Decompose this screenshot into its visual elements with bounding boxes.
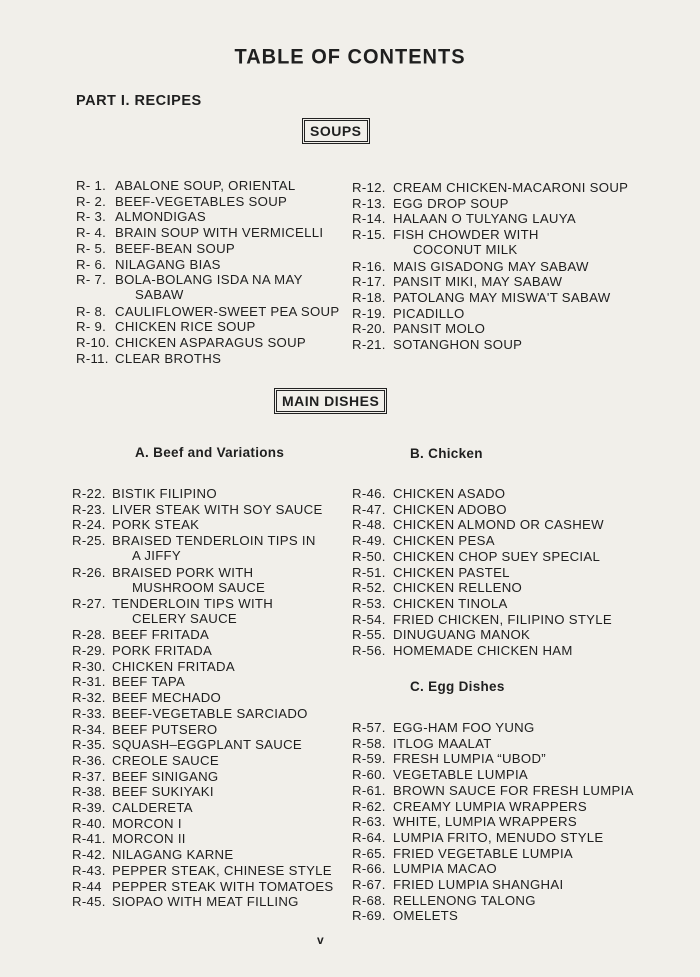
recipe-title: HALAAN O TULYANG LAUYA bbox=[393, 211, 576, 227]
recipe-entry bbox=[352, 767, 652, 783]
recipe-title: PORK FRITADA bbox=[112, 643, 213, 658]
recipe-title: BEEF SUKIYAKI bbox=[112, 784, 214, 800]
recipe-number: R-17. bbox=[352, 274, 386, 290]
recipe-entry bbox=[76, 351, 376, 367]
chicken-subheading: B. Chicken bbox=[410, 446, 483, 461]
recipe-title: HOMEMADE CHICKEN HAM bbox=[393, 643, 573, 658]
recipe-title: PANSIT MIKI, MAY SABAW bbox=[393, 274, 563, 290]
recipe-entry bbox=[352, 517, 652, 533]
recipe-number: R-53. bbox=[352, 595, 386, 611]
recipe-title: DINUGUANG MANOK bbox=[393, 627, 531, 643]
recipe-title: SIOPAO WITH MEAT FILLING bbox=[112, 894, 299, 910]
recipe-title: BEEF FRITADA bbox=[112, 627, 210, 643]
recipe-entry bbox=[72, 894, 372, 910]
recipe-title: CHICKEN PASTEL bbox=[393, 564, 510, 580]
recipe-title: BEEF PUTSERO bbox=[112, 721, 218, 737]
recipe-entry bbox=[352, 861, 652, 877]
recipe-title: CHICKEN FRITADA bbox=[112, 658, 235, 674]
recipe-title: CREOLE SAUCE bbox=[112, 752, 219, 768]
recipe-entry bbox=[352, 306, 652, 322]
recipe-title: MORCON II bbox=[112, 831, 186, 847]
recipe-title: MORCON I bbox=[112, 815, 182, 831]
recipe-number: R-44 bbox=[72, 878, 102, 894]
recipe-title: CLEAR BROTHS bbox=[115, 350, 222, 366]
recipe-title: CREAMY LUMPIA WRAPPERS bbox=[393, 798, 587, 814]
recipe-entry bbox=[76, 304, 376, 320]
recipe-entry bbox=[352, 720, 652, 736]
recipe-title: LUMPIA FRITO, MENUDO STYLE bbox=[393, 829, 604, 845]
beef-subheading: A. Beef and Variations bbox=[135, 445, 285, 460]
recipe-entry bbox=[352, 612, 652, 628]
recipe-title: CHICKEN RELLENO bbox=[393, 580, 523, 596]
recipe-entry bbox=[352, 846, 652, 862]
recipe-entry bbox=[72, 816, 372, 832]
recipe-entry bbox=[352, 736, 652, 752]
recipe-number: R-66. bbox=[352, 861, 386, 877]
recipe-title: CHICKEN TINOLA bbox=[393, 595, 508, 611]
recipe-entry bbox=[72, 863, 372, 879]
main-dishes-heading-box bbox=[274, 388, 387, 414]
recipe-title: ABALONE SOUP, ORIENTAL bbox=[115, 178, 296, 193]
recipe-number: R-10. bbox=[76, 335, 110, 350]
recipe-number: R-58. bbox=[352, 735, 386, 751]
main-dishes-heading: MAIN DISHES bbox=[276, 390, 385, 412]
recipe-entry bbox=[352, 643, 652, 659]
recipe-number: R-28. bbox=[72, 627, 106, 643]
recipe-entry bbox=[72, 533, 372, 564]
recipe-title: BOLA-BOLANG ISDA NA MAY bbox=[115, 272, 303, 288]
recipe-entry bbox=[76, 335, 376, 351]
recipe-title: CAULIFLOWER-SWEET PEA SOUP bbox=[115, 303, 340, 319]
recipe-number: R-50. bbox=[352, 548, 386, 564]
recipe-title: CHICKEN PESA bbox=[393, 533, 495, 549]
recipe-entry bbox=[76, 178, 376, 194]
recipe-entry bbox=[352, 290, 652, 306]
recipe-title: PEPPER STEAK WITH TOMATOES bbox=[112, 878, 334, 894]
recipe-title: BEEF SINIGANG bbox=[112, 768, 219, 784]
recipe-title: NILAGANG BIAS bbox=[115, 256, 221, 272]
recipe-title: CHICKEN ASADO bbox=[393, 486, 506, 501]
recipe-entry bbox=[72, 674, 372, 690]
recipe-entry bbox=[352, 799, 652, 815]
recipe-entry bbox=[352, 227, 652, 258]
recipe-number: R-48. bbox=[352, 517, 386, 533]
recipe-title: PATOLANG MAY MISWA'T SABAW bbox=[393, 289, 611, 305]
recipe-entry bbox=[352, 893, 652, 909]
recipe-number: R-54. bbox=[352, 611, 386, 627]
recipe-title: TENDERLOIN TIPS WITH bbox=[112, 595, 274, 611]
recipe-title: EGG DROP SOUP bbox=[393, 195, 509, 211]
recipe-number: R-19. bbox=[352, 305, 386, 321]
recipe-number: R- 2. bbox=[76, 193, 107, 209]
recipe-title: BEEF MECHADO bbox=[112, 690, 222, 706]
recipe-entry bbox=[76, 257, 376, 273]
recipe-number: R-61. bbox=[352, 782, 386, 798]
recipe-entry bbox=[72, 517, 372, 533]
recipe-number: R-26. bbox=[72, 564, 106, 580]
recipe-number: R- 7. bbox=[76, 272, 107, 288]
recipe-entry bbox=[352, 321, 652, 337]
recipe-number: R-60. bbox=[352, 767, 386, 783]
recipe-title: CHICKEN ADOBO bbox=[393, 501, 507, 517]
recipe-number: R-42. bbox=[72, 847, 106, 863]
recipe-number: R-38. bbox=[72, 784, 106, 800]
recipe-number: R-15. bbox=[352, 227, 386, 243]
recipe-title: BEEF TAPA bbox=[112, 674, 186, 690]
recipe-entry bbox=[72, 627, 372, 643]
recipe-entry bbox=[76, 241, 376, 257]
recipe-number: R-68. bbox=[352, 892, 386, 908]
recipe-number: R- 1. bbox=[76, 178, 107, 193]
recipe-entry bbox=[352, 180, 652, 196]
recipe-title: BRAISED TENDERLOIN TIPS IN bbox=[112, 533, 316, 549]
recipe-entry bbox=[352, 211, 652, 227]
recipe-title: SQUASH–EGGPLANT SAUCE bbox=[112, 737, 303, 753]
recipe-number: R-57. bbox=[352, 720, 386, 735]
recipe-number: R-12. bbox=[352, 180, 386, 195]
recipe-entry bbox=[72, 722, 372, 738]
recipe-title-continued: SABAW bbox=[135, 287, 184, 303]
recipe-number: R-51. bbox=[352, 564, 386, 580]
recipe-title: FRIED VEGETABLE LUMPIA bbox=[393, 845, 574, 861]
recipe-entry bbox=[72, 502, 372, 518]
recipe-number: R-43. bbox=[72, 862, 106, 878]
recipe-entry bbox=[352, 259, 652, 275]
recipe-number: R-55. bbox=[352, 627, 386, 643]
recipe-number: R-52. bbox=[352, 580, 386, 596]
recipe-title: LUMPIA MACAO bbox=[393, 861, 497, 877]
recipe-entry bbox=[76, 225, 376, 241]
recipe-title: SOTANGHON SOUP bbox=[393, 337, 523, 352]
recipe-title: CALDERETA bbox=[112, 800, 193, 815]
recipe-number: R-22. bbox=[72, 486, 106, 501]
recipe-number: R-11. bbox=[76, 350, 109, 366]
recipe-number: R-27. bbox=[72, 595, 106, 611]
recipe-title-continued: A JIFFY bbox=[132, 548, 181, 564]
recipe-number: R-37. bbox=[72, 768, 106, 784]
recipe-entry bbox=[352, 565, 652, 581]
recipe-title: EGG-HAM FOO YUNG bbox=[393, 720, 535, 735]
recipe-entry bbox=[72, 596, 372, 627]
recipe-number: R- 6. bbox=[76, 256, 107, 272]
recipe-number: R-39. bbox=[72, 800, 106, 815]
recipe-entry bbox=[72, 659, 372, 675]
recipe-number: R-64. bbox=[352, 829, 386, 845]
recipe-entry bbox=[352, 337, 652, 353]
recipe-entry bbox=[352, 908, 652, 924]
recipe-entry bbox=[352, 533, 652, 549]
recipe-number: R-46. bbox=[352, 486, 386, 501]
recipe-title: BISTIK FILIPINO bbox=[112, 486, 217, 501]
recipe-entry bbox=[72, 565, 372, 596]
recipe-title: FRESH LUMPIA “UBOD” bbox=[393, 751, 546, 767]
recipe-title: FRIED LUMPIA SHANGHAI bbox=[393, 877, 564, 892]
recipe-title: BROWN SAUCE FOR FRESH LUMPIA bbox=[393, 782, 634, 798]
recipe-title-continued: MUSHROOM SAUCE bbox=[132, 579, 266, 595]
recipe-title: LIVER STEAK WITH SOY SAUCE bbox=[112, 501, 323, 517]
recipe-entry bbox=[352, 549, 652, 565]
recipe-number: R- 8. bbox=[76, 303, 107, 319]
recipe-entry bbox=[72, 690, 372, 706]
recipe-title: CHICKEN ALMOND OR CASHEW bbox=[393, 517, 604, 533]
page-title: TABLE OF CONTENTS bbox=[234, 45, 466, 69]
recipe-title: PANSIT MOLO bbox=[393, 321, 486, 337]
recipe-number: R-30. bbox=[72, 658, 106, 674]
recipe-title: RELLENONG TALONG bbox=[393, 892, 536, 908]
recipe-entry bbox=[352, 877, 652, 893]
recipe-title: CREAM CHICKEN-MACARONI SOUP bbox=[393, 180, 629, 195]
recipe-entry bbox=[352, 196, 652, 212]
recipe-entry bbox=[72, 784, 372, 800]
recipe-number: R- 5. bbox=[76, 240, 107, 256]
recipe-title: ALMONDIGAS bbox=[115, 209, 206, 225]
recipe-entry bbox=[72, 643, 372, 659]
page-number: v bbox=[317, 933, 324, 947]
recipe-title: WHITE, LUMPIA WRAPPERS bbox=[393, 814, 577, 830]
recipe-number: R-40. bbox=[72, 815, 106, 831]
recipe-number: R-36. bbox=[72, 752, 106, 768]
recipe-entry bbox=[76, 209, 376, 225]
recipe-number: R-14. bbox=[352, 211, 386, 227]
recipe-number: R-67. bbox=[352, 877, 386, 892]
recipe-number: R-25. bbox=[72, 533, 106, 549]
recipe-title: BRAISED PORK WITH bbox=[112, 564, 254, 580]
recipe-number: R-29. bbox=[72, 643, 106, 658]
soups-heading: SOUPS bbox=[304, 120, 368, 142]
part-heading: PART I. RECIPES bbox=[76, 93, 202, 109]
recipe-number: R-21. bbox=[352, 337, 386, 352]
recipe-entry bbox=[72, 847, 372, 863]
soups-heading-box bbox=[302, 118, 370, 144]
recipe-entry bbox=[72, 706, 372, 722]
recipe-number: R-45. bbox=[72, 894, 106, 910]
recipe-entry bbox=[352, 751, 652, 767]
recipe-entry bbox=[352, 502, 652, 518]
recipe-number: R-20. bbox=[352, 321, 386, 337]
recipe-number: R-18. bbox=[352, 289, 386, 305]
recipe-title: MAIS GISADONG MAY SABAW bbox=[393, 258, 589, 274]
recipe-entry bbox=[352, 814, 652, 830]
recipe-number: R-41. bbox=[72, 831, 106, 847]
egg-subheading: C. Egg Dishes bbox=[410, 679, 505, 694]
recipe-number: R-56. bbox=[352, 643, 386, 658]
recipe-entry bbox=[72, 800, 372, 816]
recipe-title: BEEF-BEAN SOUP bbox=[115, 240, 235, 256]
recipe-title: OMELETS bbox=[393, 908, 459, 924]
recipe-title: VEGETABLE LUMPIA bbox=[393, 767, 529, 783]
recipe-entry bbox=[352, 486, 652, 502]
recipe-title: PORK STEAK bbox=[112, 517, 200, 533]
recipe-entry bbox=[352, 830, 652, 846]
recipe-number: R-62. bbox=[352, 798, 386, 814]
recipe-entry bbox=[352, 580, 652, 596]
recipe-entry bbox=[76, 194, 376, 210]
recipe-title: CHICKEN CHOP SUEY SPECIAL bbox=[393, 548, 601, 564]
recipe-number: R-47. bbox=[352, 501, 386, 517]
recipe-number: R-35. bbox=[72, 737, 106, 753]
recipe-number: R-13. bbox=[352, 195, 386, 211]
recipe-number: R- 4. bbox=[76, 225, 107, 241]
recipe-title: FISH CHOWDER WITH bbox=[393, 227, 539, 243]
recipe-entry bbox=[352, 783, 652, 799]
recipe-title: PICADILLO bbox=[393, 305, 465, 321]
recipe-number: R-34. bbox=[72, 721, 106, 737]
recipe-number: R-23. bbox=[72, 501, 106, 517]
recipe-number: R- 3. bbox=[76, 209, 107, 225]
recipe-title: CHICKEN ASPARAGUS SOUP bbox=[115, 335, 307, 350]
recipe-title: BEEF-VEGETABLE SARCIADO bbox=[112, 705, 308, 721]
recipe-number: R-49. bbox=[352, 533, 386, 549]
recipe-entry bbox=[72, 879, 372, 895]
recipe-entry bbox=[352, 627, 652, 643]
recipe-number: R-69. bbox=[352, 908, 386, 924]
recipe-number: R-24. bbox=[72, 517, 106, 533]
recipe-number: R-63. bbox=[352, 814, 386, 830]
recipe-entry bbox=[72, 831, 372, 847]
recipe-title-continued: CELERY SAUCE bbox=[132, 610, 237, 626]
recipe-entry bbox=[76, 319, 376, 335]
recipe-entry bbox=[72, 486, 372, 502]
recipe-title: FRIED CHICKEN, FILIPINO STYLE bbox=[393, 611, 613, 627]
recipe-number: R-65. bbox=[352, 845, 386, 861]
recipe-entry bbox=[72, 769, 372, 785]
recipe-entry bbox=[72, 737, 372, 753]
recipe-title: PEPPER STEAK, CHINESE STYLE bbox=[112, 862, 332, 878]
recipe-number: R-33. bbox=[72, 705, 106, 721]
recipe-number: R- 9. bbox=[76, 319, 107, 335]
recipe-entry bbox=[72, 753, 372, 769]
recipe-number: R-32. bbox=[72, 690, 106, 706]
recipe-number: R-31. bbox=[72, 674, 106, 690]
recipe-entry bbox=[352, 596, 652, 612]
recipe-number: R-16. bbox=[352, 258, 386, 274]
recipe-entry bbox=[76, 272, 376, 303]
recipe-number: R-59. bbox=[352, 751, 386, 767]
recipe-title: BRAIN SOUP WITH VERMICELLI bbox=[115, 225, 324, 241]
recipe-title: CHICKEN RICE SOUP bbox=[115, 319, 256, 335]
recipe-title: ITLOG MAALAT bbox=[393, 735, 492, 751]
recipe-entry bbox=[352, 274, 652, 290]
recipe-title-continued: COCONUT MILK bbox=[413, 242, 518, 258]
recipe-title: NILAGANG KARNE bbox=[112, 847, 234, 863]
recipe-title: BEEF-VEGETABLES SOUP bbox=[115, 193, 288, 209]
